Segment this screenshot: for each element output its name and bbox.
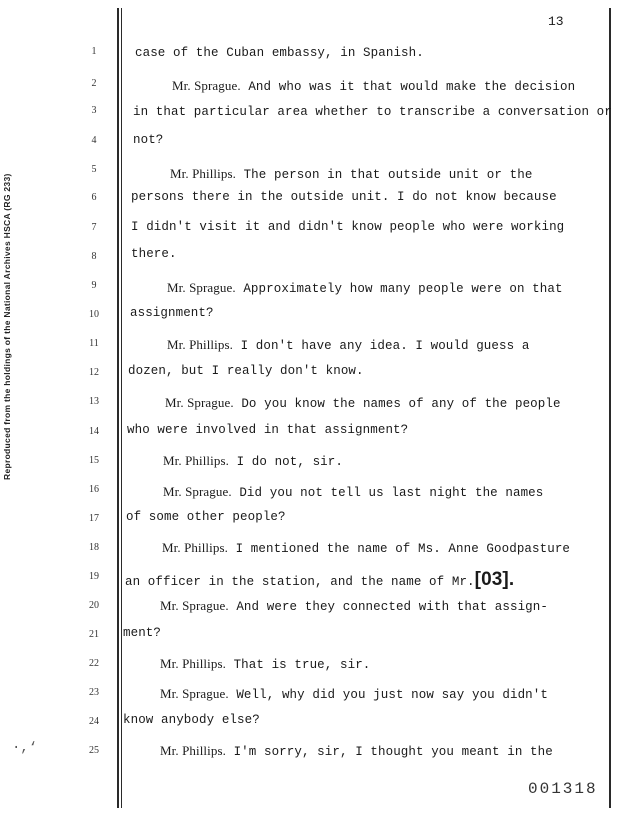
scan-smudge: ·,‘ [12,740,38,756]
line-text: an officer in the station, and the name of Mr. [125,575,475,589]
transcript-line: ment? [123,626,162,640]
transcript-line [160,598,548,614]
speaker-label: Mr. Phillips. [160,743,226,758]
line-number: 3 [91,105,97,116]
transcript-line [165,395,561,411]
line-text: Did you not tell us last night the names [231,486,544,500]
speaker-label: Mr. Phillips. [170,166,236,181]
transcript-line: assignment? [130,306,214,320]
transcript-line [162,540,570,556]
speaker-label: Mr. Sprague. [172,78,241,93]
speaker-label: Mr. Sprague. [160,686,229,701]
transcript-line [160,686,548,702]
line-number: 22 [89,658,99,669]
transcript-line [172,78,575,94]
line-number: 5 [91,164,97,175]
speaker-label: Mr. Phillips. [163,453,229,468]
speaker-label: Mr. Phillips. [160,656,226,671]
line-text: Do you know the names of any of the people [233,397,561,411]
transcript-line [160,656,370,672]
line-number: 4 [91,135,97,146]
archive-reproduction-stamp: Reproduced from the holdings of the National Archives HSCA (RG 233) [2,173,12,480]
line-number: 12 [89,367,99,378]
transcript-line: case of the Cuban embassy, in Spanish. [135,46,424,60]
line-text: That is true, sir. [225,658,371,672]
transcript-line: know anybody else? [123,713,260,727]
transcript-line: persons there in the outside unit. I do not know because [131,190,557,204]
transcript-line: I didn't visit it and didn't know people who were working [131,220,565,234]
line-text: Well, why did you just now say you didn't [228,688,548,702]
speaker-label: Mr. Phillips. [162,540,228,555]
line-number: 7 [91,222,97,233]
transcript-line [163,453,343,469]
right-margin-rule [609,8,611,808]
transcript-line: there. [131,247,177,261]
line-number: 2 [91,78,97,89]
transcript-line [163,484,543,500]
line-text: I mentioned the name of Ms. Anne Goodpasture [227,542,571,556]
line-number: 6 [91,192,97,203]
transcript-line: in that particular area whether to transcribe a conversation or [133,105,612,119]
transcript-line: dozen, but I really don't know. [128,364,364,378]
line-number: 19 [89,571,99,582]
line-number: 1 [91,46,97,57]
line-number: 21 [89,629,99,640]
left-margin-rule-inner [121,8,122,808]
line-number: 25 [89,745,99,756]
transcript-line [167,280,563,296]
line-text: I don't have any idea. I would guess a [232,339,530,353]
line-number: 18 [89,542,99,553]
document-id: 001318 [528,780,598,798]
speaker-label: Mr. Phillips. [167,337,233,352]
line-number: 10 [89,309,99,320]
speaker-label: Mr. Sprague. [163,484,232,499]
line-number: 11 [89,338,99,349]
line-number: 20 [89,600,99,611]
speaker-label: Mr. Sprague. [160,598,229,613]
line-text: I do not, sir. [228,455,343,469]
line-text: And were they connected with that assign- [228,600,548,614]
speaker-label: Mr. Sprague. [167,280,236,295]
line-text: I'm sorry, sir, I thought you meant in the [225,745,553,759]
redaction-code: [03]. [474,569,515,590]
transcript-line [167,337,529,353]
transcript-line [170,166,532,182]
line-number: 24 [89,716,99,727]
transcript-line: not? [133,133,164,147]
left-margin-rule [117,8,119,808]
line-number: 14 [89,426,99,437]
line-number: 17 [89,513,99,524]
line-number: 16 [89,484,99,495]
line-number: 15 [89,455,99,466]
page-number: 13 [548,14,564,29]
transcript-line: who were involved in that assignment? [127,423,409,437]
transcript-line [160,743,553,759]
transcript-line [125,569,514,591]
line-text: Approximately how many people were on that [235,282,563,296]
line-number: 23 [89,687,99,698]
line-number: 13 [89,396,99,407]
transcript-line: of some other people? [126,510,286,524]
line-number: 8 [91,251,97,262]
line-text: The person in that outside unit or the [235,168,533,182]
line-number: 9 [91,280,97,291]
line-text: And who was it that would make the decision [240,80,576,94]
speaker-label: Mr. Sprague. [165,395,234,410]
